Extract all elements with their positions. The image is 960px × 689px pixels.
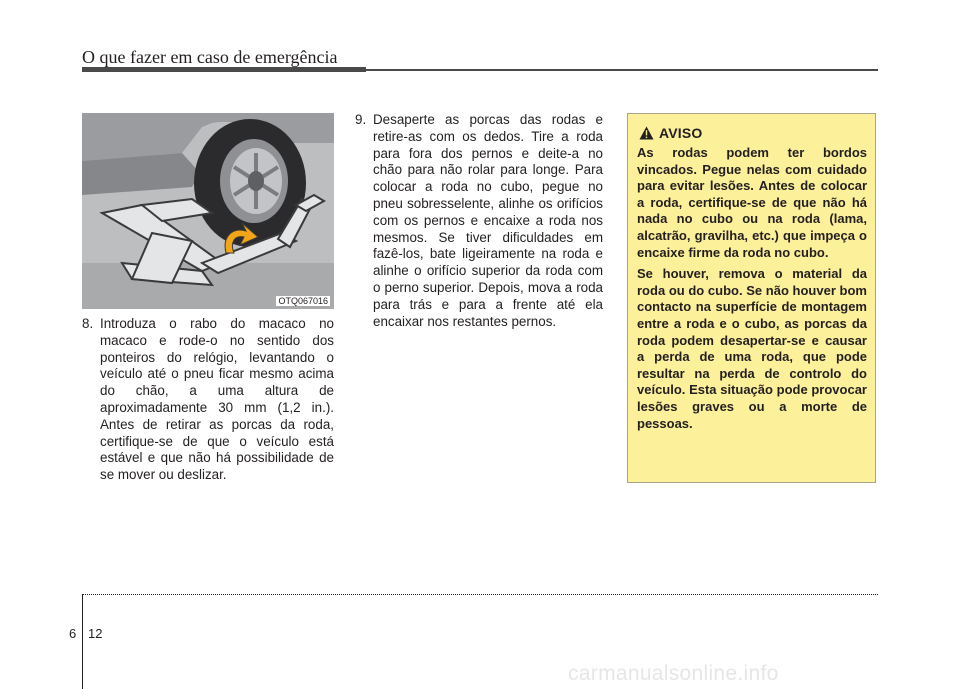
footer-dotted-rule (82, 594, 878, 595)
step-8 (82, 316, 334, 484)
page-number: 12 (88, 626, 103, 641)
warning-title: AVISO (659, 125, 703, 141)
step-text: Introduza o rabo do macaco no macaco e rode-o no sentido dos ponteiros do relógio, levantando o veículo até o pneu ficar mesmo acima do chão, a uma altura de aproximadamente 30 mm (1,2 in.). Antes de retirar as porcas da roda, certifique-se de que o veículo está estável e que não há possibilidade de se mover ou deslizar. (100, 316, 334, 483)
chapter-number: 6 (69, 626, 77, 641)
figure-code: OTQ067016 (278, 296, 328, 306)
warning-paragraph: Se houver, remova o material da roda ou do cubo. Se não houver bom contacto na superfície de montagem entre a roda e o cubo, as porcas da roda podem desapertar-se e causar a perda de uma roda, que pode resultar na perda de controlo do veículo. Esta situação pode provocar lesões graves ou a morte de pessoas. (637, 266, 867, 431)
jack-illustration (82, 113, 334, 309)
warning-header (639, 125, 867, 141)
warning-box (627, 113, 876, 483)
step-text: Desaperte as porcas das rodas e retire-as com os dedos. Tire a roda para fora dos pernos e deite-a no chão para não rolar para longe. Para colocar a roda no cubo, pegue no pneu sobresselente, alinhe os orifícios com os pernos e encaixe a roda nos mesmos. Se tiver dificuldades em fazê-los, bate ligeiramente na roda e alinhe o orifício superior da roda com o perno superior. Depois, mova a roda para trás e para a frente até ela encaixar nos restantes pernos. (373, 112, 603, 329)
header-rule-thin (366, 69, 878, 71)
warning-paragraph: As rodas podem ter bordos vincados. Pegue nelas com cuidado para evitar lesões. Antes de colocar a roda, certifique-se de que não há nada no cubo ou na roda (lama, alcatrão, gravilha, etc.) que impeça o encaixe firme da roda no cubo. (637, 145, 867, 260)
watermark: carmanualsonline.info (568, 662, 779, 685)
step-9 (355, 112, 603, 330)
header-rule-thick (82, 67, 366, 72)
footer-vertical-rule (82, 594, 83, 689)
jack-drawing (82, 113, 334, 309)
step-number: 9. (355, 112, 367, 127)
page-header-title: O que fazer em caso de emergência (82, 47, 338, 67)
step-number: 8. (82, 316, 94, 331)
warning-triangle-icon (639, 126, 654, 140)
